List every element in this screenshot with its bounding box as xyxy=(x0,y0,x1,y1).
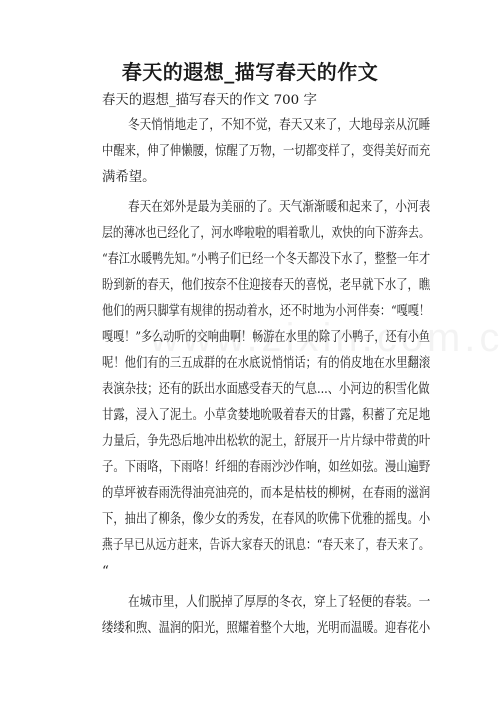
paragraph-line: 表演杂技；还有的跃出水面感受春天的气息...、小河边的积雪化做 xyxy=(102,382,430,397)
paragraph-line: 呢！他们有的三五成群的在水底说悄悄话；有的俏皮地在水里翻滚 xyxy=(102,356,431,371)
paragraph-line: 冬天悄悄地走了，不知不觉，春天又来了，大地母亲从沉睡 xyxy=(128,118,431,133)
paragraph-line: 在城市里，人们脱掉了厚厚的冬衣，穿上了轻便的春装。一 xyxy=(128,595,431,610)
paragraph-line: 子。下雨咯，下雨咯！纤细的春雨沙沙作响，如丝如弦。漫山遍野 xyxy=(102,460,431,475)
paragraph-line: 嘎嘎！”多么动听的交响曲啊！畅游在水里的除了小鸭子，还有小鱼 xyxy=(102,330,430,345)
paragraph-line: 缕缕和煦、温润的阳光，照耀着整个大地，光明而温暖。迎春花小 xyxy=(102,621,431,636)
paragraph-line: 的草坪被春雨洗得油亮油亮的，而本是枯枝的柳树，在春雨的滋润 xyxy=(102,486,431,501)
paragraph-line: 甘露，浸入了泥土。小草贪婪地吮吸着春天的甘露，积蓄了充足地 xyxy=(102,408,431,423)
document-subtitle: 春天的遐想_描写春天的作文 700 字 xyxy=(102,93,317,108)
paragraph-line: 中醒来，伸了伸懒腰，惊醒了万物，一切都变样了，变得美好而充 xyxy=(102,144,431,159)
paragraph-line: 力量后，争先恐后地冲出松软的泥土，舒展开一片片绿中带黄的叶 xyxy=(102,434,431,449)
paragraph-line: 层的薄冰也已经化了，河水哗啦啦的唱着歌儿，欢快的向下游奔去。 xyxy=(102,226,430,241)
paragraph-line: “春江水暖鸭先知。”小鸭子们已经一个冬天都没下水了，整整一年才 xyxy=(102,252,431,267)
paragraph-line: 满希望。 xyxy=(102,170,156,185)
paragraph-line: 下，抽出了柳条，像少女的秀发，在春风的吹佛下优雅的摇曳。小 xyxy=(102,512,431,527)
paragraph-line: 春天在郊外是最为美丽的了。天气渐渐暖和起来了，小河表 xyxy=(128,200,431,215)
document-title: 春天的遐想_描写春天的作文 xyxy=(121,60,379,84)
paragraph-line: 他们的两只脚掌有规律的拐动着水，还不时地为小河伴奏：“嘎嘎！ xyxy=(102,304,430,319)
paragraph-line: 燕子早已从远方赶来，告诉大家春天的讯息：“春天来了，春天来了。 xyxy=(102,538,430,553)
paragraph-line: “ xyxy=(102,564,109,579)
paragraph-line: 盼到新的春天，他们按奈不住迎接春天的喜悦，老早就下水了，瞧 xyxy=(102,278,431,293)
